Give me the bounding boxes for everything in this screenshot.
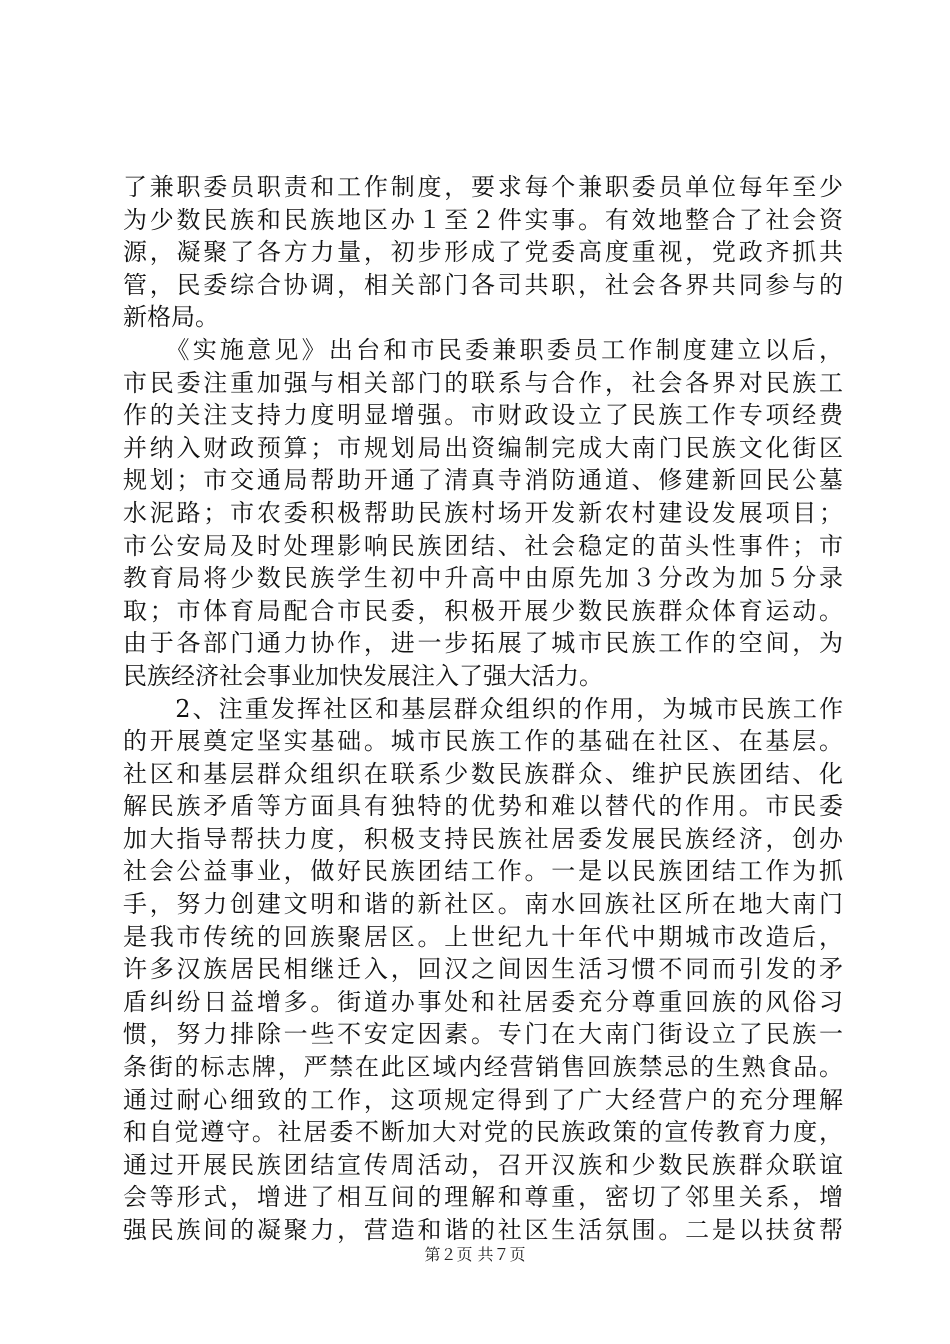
text-line: 加大指导帮扶力度，积极支持民族社居委发展民族经济，创办 <box>123 824 843 853</box>
text-line: 手，努力创建文明和谐的新社区。南水回族社区所在地大南门 <box>123 890 843 919</box>
text-line: 教育局将少数民族学生初中升高中由原先加３分改为加５分录 <box>123 564 843 593</box>
text-line: 的开展奠定坚实基础。城市民族工作的基础在社区、在基层。 <box>123 727 843 756</box>
text-line: 管，民委综合协调，相关部门各司共职，社会各界共同参与的 <box>123 270 843 299</box>
text-line: 2、注重发挥社区和基层群众组织的作用，为城市民族工作 <box>123 694 843 723</box>
text-line: 了兼职委员职责和工作制度，要求每个兼职委员单位每年至少 <box>123 173 843 201</box>
text-line: 通过开展民族团结宣传周活动，召开汉族和少数民族群众联谊 <box>123 1150 843 1179</box>
text-line: 会等形式，增进了相互间的理解和尊重，密切了邻里关系，增 <box>123 1183 843 1212</box>
text-line: 并纳入财政预算；市规划局出资编制完成大南门民族文化街区 <box>123 433 843 462</box>
page-footer: 第２页 共７页 <box>424 1245 526 1264</box>
text-line: 社区和基层群众组织在联系少数民族群众、维护民族团结、化 <box>123 759 843 788</box>
text-line: 取；市体育局配合市民委，积极开展少数民族群众体育运动。 <box>123 596 843 625</box>
text-line: 水泥路；市农委积极帮助民族村场开发新农村建设发展项目； <box>123 498 843 527</box>
text-line: 解民族矛盾等方面具有独特的优势和难以替代的作用。市民委 <box>123 792 843 821</box>
body-text <box>123 171 843 1247</box>
text-line: 强民族间的凝聚力，营造和谐的社区生活氛围。二是以扶贫帮 <box>123 1216 843 1244</box>
text-line: 和自觉遵守。社居委不断加大对党的民族政策的宣传教育力度， <box>123 1118 843 1147</box>
text-line: 盾纠纷日益增多。街道办事处和社居委充分尊重回族的风俗习 <box>123 987 843 1016</box>
text-line: 惯，努力排除一些不安定因素。专门在大南门街设立了民族一 <box>123 1020 843 1049</box>
text-line: 《实施意见》出台和市民委兼职委员工作制度建立以后， <box>123 335 843 364</box>
text-line: 市公安局及时处理影响民族团结、社会稳定的苗头性事件；市 <box>123 531 843 560</box>
text-line: 新格局。 <box>123 303 219 332</box>
text-line: 社会公益事业，做好民族团结工作。一是以民族团结工作为抓 <box>123 857 843 886</box>
text-line: 民族经济社会事业加快发展注入了强大活力。 <box>123 661 603 690</box>
text-line: 市民委注重加强与相关部门的联系与合作，社会各界对民族工 <box>123 368 843 397</box>
text-line: 作的关注支持力度明显增强。市财政设立了民族工作专项经费 <box>123 401 843 430</box>
text-line: 通过耐心细致的工作，这项规定得到了广大经营户的充分理解 <box>123 1085 843 1114</box>
text-line: 许多汉族居民相继迁入，回汉之间因生活习惯不同而引发的矛 <box>123 955 843 984</box>
text-line: 是我市传统的回族聚居区。上世纪九十年代中期城市改造后， <box>123 922 843 951</box>
text-line: 为少数民族和民族地区办１至２件实事。有效地整合了社会资 <box>123 205 843 234</box>
text-line: 规划；市交通局帮助开通了清真寺消防通道、修建新回民公墓 <box>123 466 843 495</box>
text-line: 条街的标志牌，严禁在此区域内经营销售回族禁忌的生熟食品。 <box>123 1053 843 1082</box>
text-line: 源，凝聚了各方力量，初步形成了党委高度重视，党政齐抓共 <box>123 238 843 267</box>
text-line: 由于各部门通力协作，进一步拓展了城市民族工作的空间，为 <box>123 629 843 658</box>
